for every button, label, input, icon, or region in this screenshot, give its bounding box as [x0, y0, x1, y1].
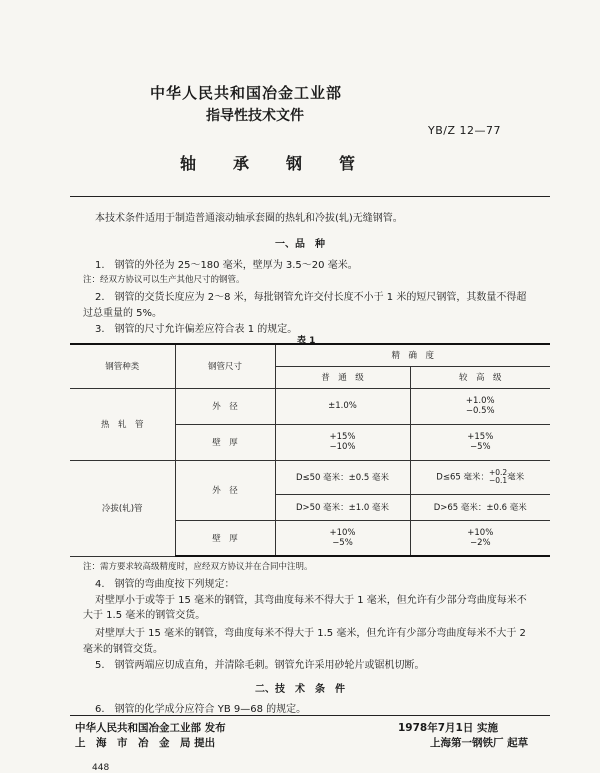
clause-2-line-2: 过总重量的 5%。	[83, 308, 163, 319]
clause-4-para-1-line-2: 大于 1.5 毫米的钢管交货。	[83, 610, 206, 621]
header-normal-grade: 普 通 级	[275, 366, 410, 388]
hot-wall-high	[410, 424, 550, 460]
footer-effective-date: 1978年7月1日 实施	[398, 722, 498, 734]
cold-wall-label: 壁 厚	[175, 520, 275, 556]
header-divider	[70, 196, 550, 197]
section-heading-varieties: 一、品 种	[275, 239, 325, 250]
clause-1-note: 注：经双方协议可以生产其他尺寸的钢管。	[83, 275, 245, 285]
cold-od-high-small-minus: −0.1	[488, 476, 508, 485]
cold-od-normal-large: D>50 毫米：±1.0 毫米	[275, 494, 410, 520]
title-char: 管	[339, 154, 356, 173]
cold-od-high-small-plus: +0.2	[488, 468, 508, 477]
title-char: 轴	[180, 154, 197, 173]
clause-2-line-1: 2. 钢管的交货长度应为 2～8 米，每批钢管允许交付长度不小于 1 米的短尺钢管，其数量不得超	[95, 292, 527, 303]
cold-od-high-small	[410, 460, 550, 494]
hot-od-high	[410, 388, 550, 424]
title-char: 钢	[286, 154, 303, 173]
standard-code: YB/Z 12—77	[428, 124, 501, 137]
title-char: 承	[233, 154, 250, 173]
table-caption: 表 1	[297, 336, 316, 346]
footer-drafter: 上海第一钢铁厂 起草	[430, 737, 529, 749]
clause-4-para-2-line-2: 毫米的钢管交货。	[83, 644, 163, 655]
document-type: 指导性技术文件	[206, 108, 304, 124]
cold-wall-high-minus: −2%	[469, 537, 491, 548]
header-tube-size: 钢管尺寸	[175, 344, 275, 388]
clause-6: 6. 钢管的化学成分应符合 YB 9—68 的规定。	[95, 704, 307, 715]
cold-wall-normal-plus: +10%	[329, 527, 356, 538]
header-tube-type: 钢管种类	[70, 344, 175, 388]
issuing-ministry: 中华人民共和国冶金工业部	[150, 84, 343, 102]
cold-od-high-small-suffix: 毫米	[507, 472, 525, 483]
cold-wall-high-plus: +10%	[467, 527, 494, 538]
intro-paragraph: 本技术条件适用于制造普通滚动轴承套圈的热轧和冷拔(轧)无缝钢管。	[95, 213, 403, 224]
hot-od-normal: ±1.0%	[275, 388, 410, 424]
header-precision: 精 确 度	[275, 344, 550, 366]
hot-wall-label: 壁 厚	[175, 424, 275, 460]
table-note: 注：需方要求较高级精度时，应经双方协议并在合同中注明。	[83, 562, 313, 572]
hot-od-high-plus: +1.0%	[465, 396, 495, 406]
cold-od-normal-small: D≤50 毫米：±0.5 毫米	[275, 460, 410, 494]
hot-od-label: 外 径	[175, 388, 275, 424]
hot-wall-normal-plus: +15%	[329, 432, 356, 442]
page-number: 448	[92, 763, 110, 773]
section-heading-technical: 二、技 术 条 件	[255, 684, 345, 695]
cold-wall-high	[410, 520, 550, 556]
clause-3: 3. 钢管的尺寸允许偏差应符合表 1 的规定。	[95, 324, 298, 335]
header-high-grade: 较 高 级	[410, 366, 550, 388]
clause-1: 1. 钢管的外径为 25～180 毫米，壁厚为 3.5～20 毫米。	[95, 260, 358, 271]
hot-wall-high-plus: +15%	[467, 432, 494, 442]
hot-wall-high-minus: −5%	[469, 442, 491, 452]
cold-wall-normal	[275, 520, 410, 556]
cold-wall-normal-minus: −5%	[332, 537, 353, 548]
footer-divider	[70, 715, 550, 716]
hot-rolled-label: 热 轧 管	[70, 388, 175, 460]
hot-od-high-minus: −0.5%	[465, 406, 495, 416]
clause-4: 4. 钢管的弯曲度按下列规定：	[95, 579, 235, 590]
page-title	[180, 151, 355, 174]
footer-publisher: 中华人民共和国冶金工业部 发布	[75, 722, 226, 734]
clause-4-para-1-line-1: 对壁厚小于或等于 15 毫米的钢管，其弯曲度每米不得大于 1 毫米，但允许有少部分弯曲度每米不	[95, 595, 527, 606]
hot-wall-normal-minus: −10%	[329, 442, 356, 452]
cold-od-high-small-prefix: D≤65 毫米：	[436, 472, 489, 483]
hot-wall-normal	[275, 424, 410, 460]
cold-drawn-label: 冷拔(轧)管	[70, 460, 175, 556]
clause-5: 5. 钢管两端应切成直角，并清除毛刺。钢管允许采用砂轮片或锯机切断。	[95, 660, 425, 671]
footer-proposer: 上 海 市 冶 金 局 提出	[75, 737, 216, 749]
cold-od-label: 外 径	[175, 460, 275, 520]
cold-od-high-large: D>65 毫米：±0.6 毫米	[410, 494, 550, 520]
tolerance-table	[70, 343, 550, 557]
clause-4-para-2-line-1: 对壁厚大于 15 毫米的钢管，弯曲度每米不得大于 1.5 毫米，但允许有少部分弯曲度每米不大于 2	[95, 628, 526, 639]
